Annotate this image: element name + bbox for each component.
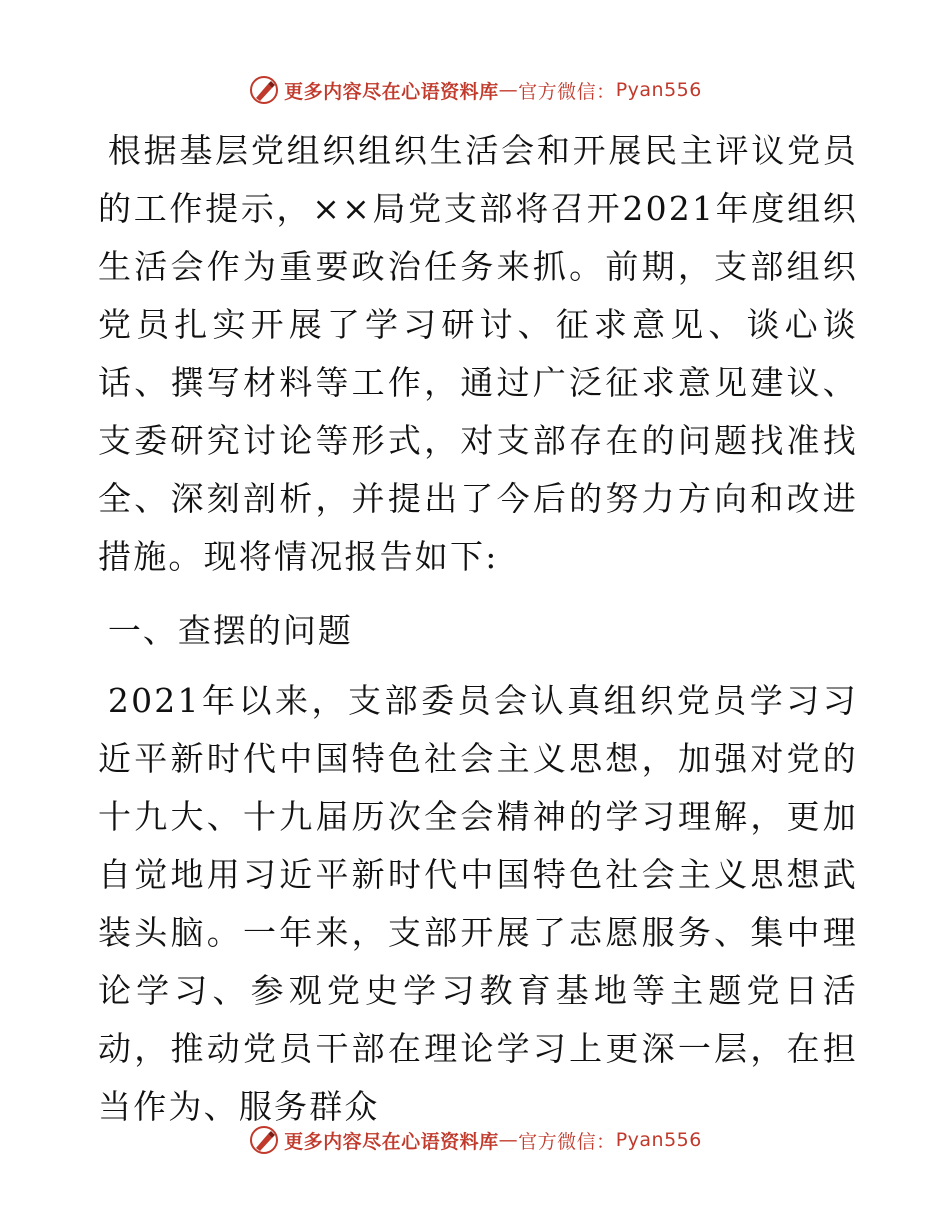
watermark-account: Pyan556 [615, 79, 702, 101]
watermark-label: 官方微信： [518, 80, 616, 103]
header-watermark [0, 70, 950, 110]
watermark-account: Pyan556 [615, 1129, 702, 1151]
watermark-main-text: 更多内容尽在心语资料库 [284, 80, 499, 103]
section-heading-problems: 一、查摆的问题 [107, 611, 353, 650]
watermark-dash: — [498, 1129, 519, 1151]
pen-logo-icon [248, 1124, 280, 1156]
pen-logo-icon [248, 74, 280, 106]
watermark-main-text: 更多内容尽在心语资料库 [284, 1130, 499, 1153]
paragraph-problems: 2021年以来，支部委员会认真组织党员学习习近平新时代中国特色社会主义思想，加强对党的十九大、十九届历次全会精神的学习理解，更加自觉地用习近平新时代中国特色社会主义思想武装头脑。一年来，支部开展了志愿服务、集中理论学习、参观党史学习教育基地等主题党日活动，推动党员干部在理论学习上更深一层，在担当作为、服务群众 [98, 681, 858, 1126]
footer-watermark [0, 1120, 950, 1160]
watermark-label: 官方微信： [518, 1130, 616, 1153]
paragraph-intro: 根据基层党组织组织生活会和开展民主评议党员的工作提示，××局党支部将召开2021年度组织生活会作为重要政治任务来抓。前期，支部组织党员扎实开展了学习研讨、征求意见、谈心谈话、撰写材料等工作，通过广泛征求意见建议、支委研究讨论等形式，对支部存在的问题找准找全、深刻剖析，并提出了今后的努力方向和改进措施。现将情况报告如下: [98, 131, 858, 576]
watermark-dash: — [498, 79, 519, 101]
document-body [98, 122, 858, 1136]
